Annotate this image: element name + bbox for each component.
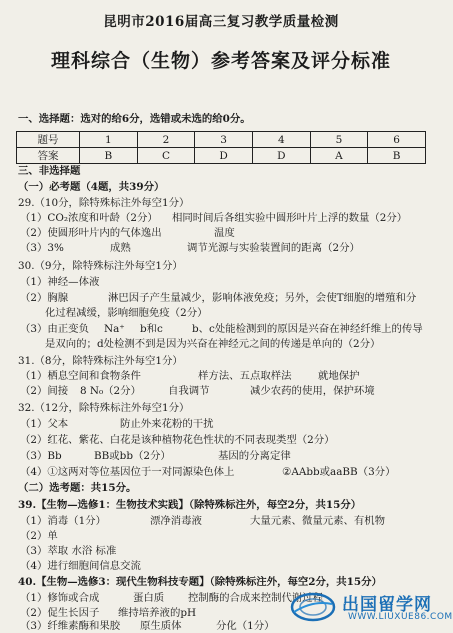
q39-answer-2: （2）单 bbox=[20, 530, 58, 542]
q29-heading: 29.（10分，除特殊标注外每空1分） bbox=[18, 197, 190, 209]
mcq-answer-table bbox=[16, 131, 426, 164]
answer-cell: D bbox=[252, 148, 310, 164]
q31-answer-2d: 减少农药的使用，保护环境 bbox=[250, 385, 375, 397]
q39-answer-4: （4）进行细胞间信息交流 bbox=[20, 560, 141, 572]
q29-answer-3c: 调节光源与实验装置间的距离（2分） bbox=[187, 242, 360, 254]
q29-answer-3a: （3）3% bbox=[20, 242, 64, 254]
q40-answer-2a: （2）促生长因子 bbox=[20, 607, 100, 619]
question-number: 4 bbox=[252, 132, 310, 148]
q30-answer-3b: Na⁺ bbox=[104, 323, 125, 335]
q32-answer-4a: （4）①这两对等位基因位于一对同源染色体上 bbox=[20, 466, 235, 478]
q40-answer-1a: （1）修饰或合成 bbox=[20, 592, 100, 604]
q32-answer-1a: （1）父本 bbox=[20, 418, 69, 430]
answer-cell: D bbox=[195, 148, 253, 164]
q40-answer-3c: 分化（1分） bbox=[216, 620, 275, 632]
q39-answer-1a: （1）消毒（1分） bbox=[20, 515, 106, 527]
section1-heading: 一、选择题：选对的给6分，选错或未选的给0分。 bbox=[18, 113, 251, 125]
q31-answer-1b: 样方法、五点取样法 bbox=[198, 370, 292, 382]
q31-heading: 31.（8分，除特殊标注外每空1分） bbox=[18, 355, 183, 367]
q39-answer-1b: 漂净消毒液 bbox=[150, 515, 202, 527]
question-number: 3 bbox=[195, 132, 253, 148]
question-number: 1 bbox=[80, 132, 138, 148]
q30-answer-3c: b和c bbox=[140, 323, 163, 335]
elective-heading: （二）选考题：共15分。 bbox=[18, 482, 137, 494]
answer-label: 答案 bbox=[17, 148, 80, 164]
q31-answer-1a: （1）栖息空间和食物条件 bbox=[20, 370, 141, 382]
q32-answer-2a: （2）红花、紫花、白花是该种植物花色性状的不同表现类型（2分） bbox=[20, 434, 335, 446]
question-number-label: 题号 bbox=[17, 132, 80, 148]
table-row bbox=[17, 132, 426, 148]
q30-answer-3a: （3）由正变负 bbox=[20, 323, 89, 335]
q29-answer-2: （2）使圆形叶片内的气体逸出 bbox=[20, 227, 162, 239]
q29-answer-1b: 相同时间后各组实验中圆形叶片上浮的数量（2分） bbox=[172, 212, 408, 224]
q30-heading: 30.（9分，除特殊标注外每空1分） bbox=[18, 260, 183, 272]
q31-answer-2b: 8 N₀（2分） bbox=[80, 385, 141, 397]
q29-answer-3b: 成熟 bbox=[110, 242, 131, 254]
q32-heading: 32.（12分，除特殊标注外每空1分） bbox=[18, 402, 190, 414]
answer-cell: C bbox=[137, 148, 195, 164]
site-watermark bbox=[290, 588, 453, 628]
q29-answer-2b: 温度 bbox=[214, 227, 235, 239]
exam-title: 昆明市2016届高三复习教学质量检测 bbox=[103, 14, 339, 30]
q32-answer-4b: ②AAbb或aaBB（3分） bbox=[282, 466, 396, 478]
q39-answer-3: （3）萃取 水浴 标准 bbox=[20, 545, 117, 557]
globe-logo-icon bbox=[290, 592, 336, 622]
q29-answer-1a: （1）CO₂浓度和叶龄（2分） bbox=[20, 212, 158, 224]
table-row bbox=[17, 148, 426, 164]
q39-answer-1c: 大量元素、微量元素、有机物 bbox=[250, 515, 386, 527]
q32-answer-3c: 基因的分离定律 bbox=[218, 450, 291, 462]
section3-heading: 三、非选择题 bbox=[18, 165, 81, 177]
q40-answer-3b: 原生质体 bbox=[140, 620, 182, 632]
answer-cell: B bbox=[368, 148, 426, 164]
q39-heading: 39.【生物—选修1：生物技术实践】（除特殊标注外，每空2分，共15分） bbox=[18, 499, 362, 511]
q30-answer-2c: 化过程减缓，影响细胞免疫（2分） bbox=[45, 307, 208, 319]
answer-cell: B bbox=[80, 148, 138, 164]
question-number: 5 bbox=[310, 132, 368, 148]
q30-answer-2b: 淋巴因子产生量减少，影响体液免疫；另外，会使T细胞的增殖和分 bbox=[108, 292, 417, 304]
q32-answer-3b: BB或bb（2分） bbox=[94, 450, 171, 462]
q32-answer-1b: 防止外来花粉的干扰 bbox=[120, 418, 214, 430]
q31-answer-2c: 自我调节 bbox=[168, 385, 210, 397]
q40-answer-1b: 蛋白质 bbox=[133, 592, 165, 604]
q31-answer-2a: （2）间接 bbox=[20, 385, 69, 397]
watermark-name: 出国留学网 bbox=[342, 595, 432, 615]
q40-answer-2b: 维持培养液的pH bbox=[118, 607, 197, 619]
q30-answer-2: （2）胸腺 bbox=[20, 292, 69, 304]
q40-heading: 40.【生物—选修3：现代生物科技专题】（除特殊标注外，每空2分，共15分） bbox=[18, 576, 382, 588]
q31-answer-1c: 就地保护 bbox=[318, 370, 360, 382]
q40-answer-1c: 控制酶的合成来控制代谢过程 bbox=[188, 592, 324, 604]
question-number: 2 bbox=[137, 132, 195, 148]
q30-answer-3e: 是双向的；d处检测不到是因为兴奋在神经元之间的传递是单向的（2分） bbox=[45, 338, 381, 350]
q40-answer-3a: （3）纤维素酶和果胶 bbox=[20, 620, 121, 632]
document-subtitle: 理科综合（生物）参考答案及评分标准 bbox=[50, 50, 391, 72]
answer-cell: A bbox=[310, 148, 368, 164]
q30-answer-3d: b、c处能检测到的原因是兴奋在神经纤维上的传导 bbox=[192, 323, 423, 335]
q32-answer-3a: （3）Bb bbox=[20, 450, 62, 462]
watermark-url: WWW.LIUXUE86.COM bbox=[348, 612, 453, 622]
q30-answer-1: （1）神经—体液 bbox=[20, 276, 100, 288]
question-number: 6 bbox=[368, 132, 426, 148]
required-heading: （一）必考题（4题，共39分） bbox=[18, 181, 165, 193]
